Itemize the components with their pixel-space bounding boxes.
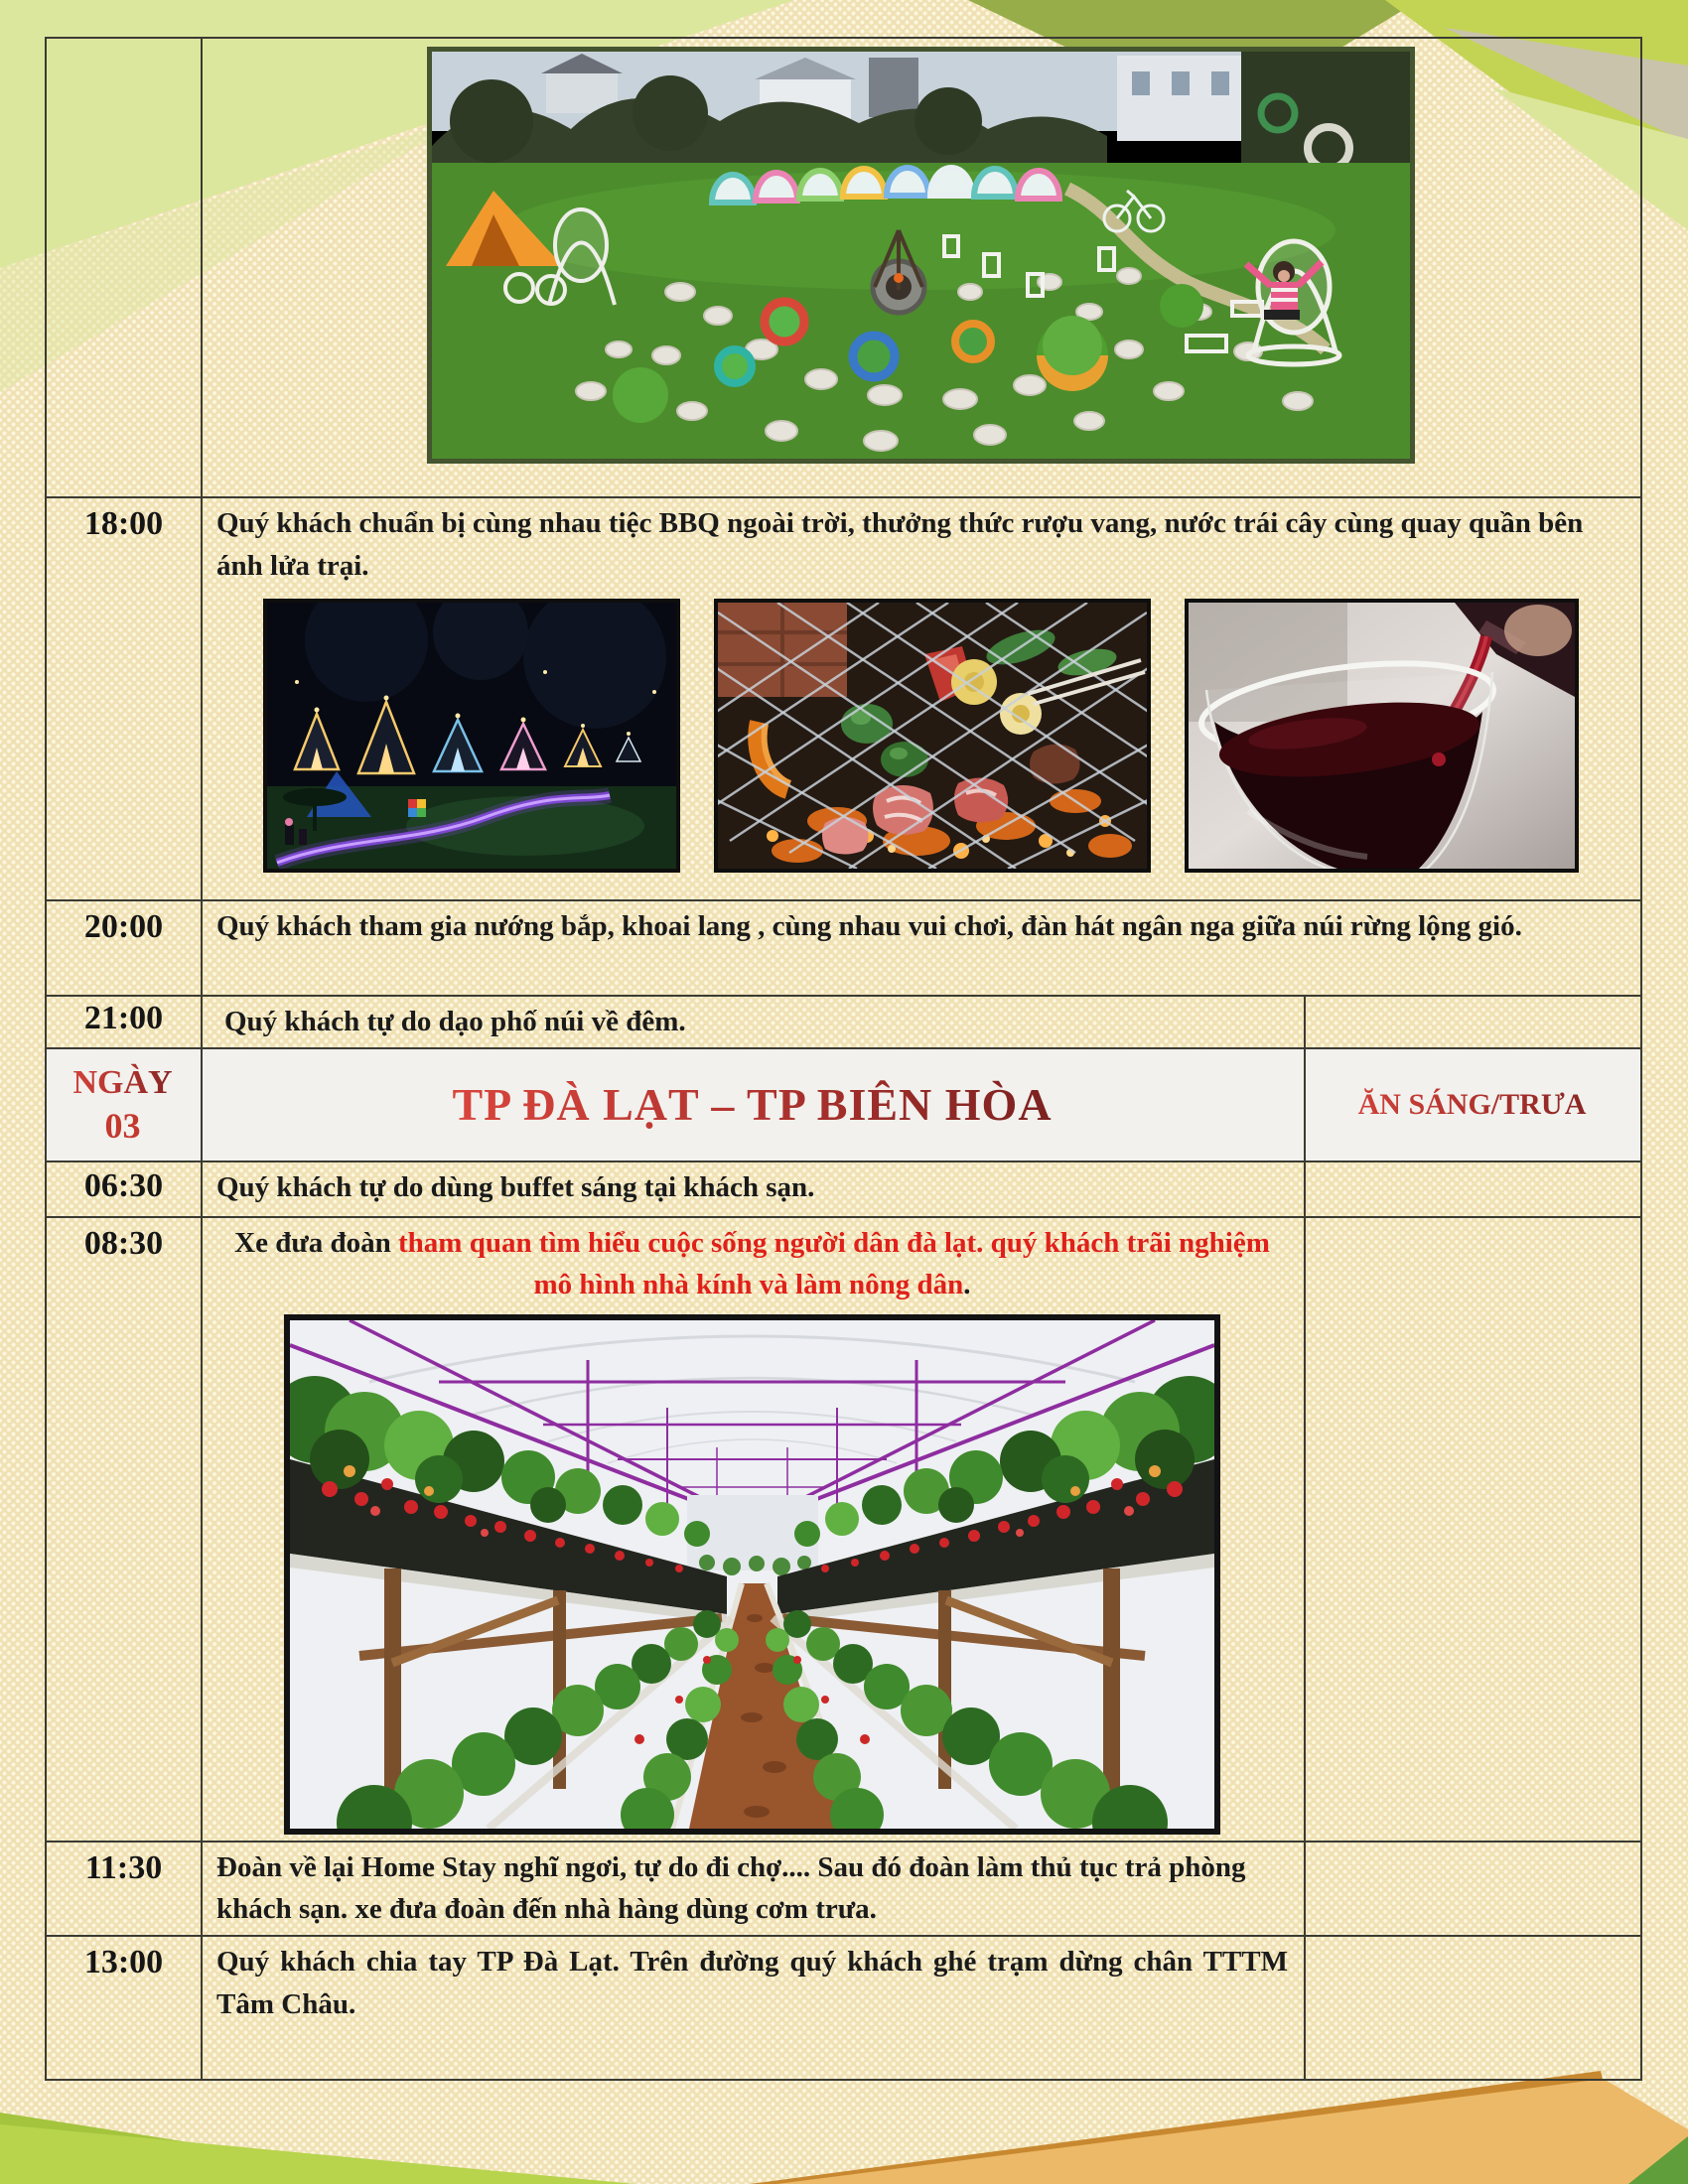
time-cell [46, 900, 202, 996]
garden-photo-cell [202, 38, 1641, 497]
time-cell [46, 497, 202, 900]
garden-photo [427, 47, 1415, 464]
photo-strip [216, 599, 1624, 873]
itinerary-table [45, 37, 1642, 2081]
time-label: 08:30 [83, 1224, 164, 1262]
event-cell [202, 1842, 1305, 1936]
decor-bottom-left-lime [0, 2124, 635, 2184]
meal-cell [1305, 1048, 1641, 1161]
table-row [46, 497, 1641, 900]
time-cell [46, 1217, 202, 1842]
day-number-cell [46, 1048, 202, 1161]
day-title-cell [202, 1048, 1305, 1161]
day-number: 03 [104, 1105, 141, 1146]
event-text: Đoàn về lại Home Stay nghĩ ngơi, tự do đi chợ.... Sau đó đoàn làm thủ tục trả phòng khách sạn. xe đưa đoàn đến nhà hàng dùng cơm trưa. [216, 1850, 1246, 1926]
event-text-lead: Xe đưa đoàn [234, 1226, 398, 1259]
meal-label: ĂN SÁNG/TRƯA [1320, 1088, 1624, 1122]
event-cell [202, 996, 1305, 1048]
time-cell-empty [46, 38, 202, 497]
event-text: Quý khách chia tay TP Đà Lạt. Trên đường quý khách ghé trạm dừng chân TTTM Tâm Châu. [216, 1945, 1288, 2020]
greenhouse-photo [284, 1314, 1220, 1835]
event-text: Quý khách tự do dạo phố núi về đêm. [224, 1006, 686, 1037]
bbq-photo [714, 599, 1151, 873]
day-label: NGÀY [61, 1062, 185, 1105]
event-text: Quý khách chuẩn bị cùng nhau tiệc BBQ ngoài trời, thưởng thức rượu vang, nước trái cây cùng quay quần bên ánh lửa trại. [216, 507, 1584, 582]
meal-cell-empty [1305, 1936, 1641, 2080]
time-label: 21:00 [83, 1000, 164, 1036]
time-cell [46, 1842, 202, 1936]
table-row [46, 38, 1641, 497]
time-label: 18:00 [83, 505, 164, 542]
event-text-tail: . [963, 1269, 971, 1301]
event-cell [202, 497, 1641, 900]
day-header-row [46, 1048, 1641, 1161]
night-camp-photo [263, 599, 680, 873]
decor-bottom-orange [776, 2079, 1688, 2184]
table-row [46, 1936, 1641, 2080]
time-label: 06:30 [83, 1166, 164, 1204]
table-row [46, 1161, 1641, 1217]
wine-photo [1185, 599, 1579, 873]
event-text: Quý khách tham gia nướng bắp, khoai lang , cùng nhau vui chơi, đàn hát ngân nga giữa núi rừng lộng gió. [216, 910, 1522, 942]
meal-cell-empty [1305, 1842, 1641, 1936]
time-cell [46, 1161, 202, 1217]
table-row [46, 996, 1641, 1048]
time-cell [46, 996, 202, 1048]
event-text-highlight: tham quan tìm hiểu cuộc sống người dân đà lạt. quý khách trãi nghiệm mô hình nhà kính và làm nông dân [398, 1226, 1270, 1301]
table-row [46, 900, 1641, 996]
table-row [46, 1217, 1641, 1842]
event-cell [202, 1936, 1305, 2080]
event-cell [202, 1217, 1305, 1842]
table-row [46, 1842, 1641, 1936]
meal-cell-empty [1305, 996, 1641, 1048]
event-text: Quý khách tự do dùng buffet sáng tại khách sạn. [216, 1170, 815, 1203]
day-title: TP ĐÀ LẠT – TP BIÊN HÒA [452, 1079, 1053, 1131]
event-cell [202, 900, 1641, 996]
time-label: 11:30 [84, 1848, 163, 1886]
event-text [216, 1222, 1288, 1306]
meal-cell-empty [1305, 1217, 1641, 1842]
time-label: 13:00 [83, 1943, 164, 1980]
time-cell [46, 1936, 202, 2080]
time-label: 20:00 [83, 908, 164, 945]
meal-cell-empty [1305, 1161, 1641, 1217]
event-cell [202, 1161, 1305, 1217]
